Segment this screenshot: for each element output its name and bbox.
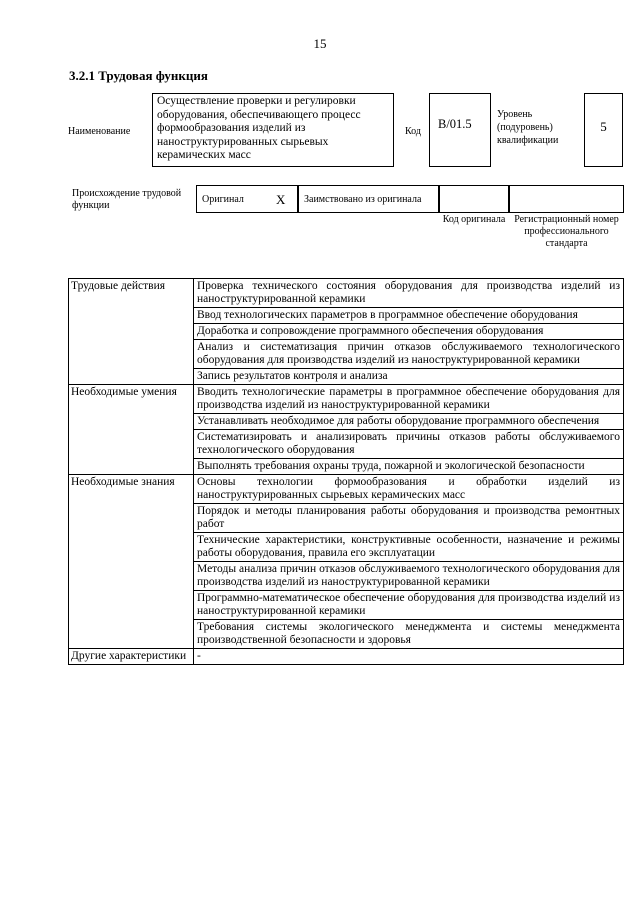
labor-function-table xyxy=(68,278,624,665)
table-row xyxy=(69,649,624,665)
list-item: Выполнять требования охраны труда, пожарной и экологической безопасности xyxy=(194,459,624,475)
section-title-cell: Необходимые знания xyxy=(69,475,194,649)
list-item: Основы технологии формообразования и обработки изделий из наноструктурированных сырьевых керамических масс xyxy=(194,475,624,504)
list-item: Проверка технического состояния оборудования для производства изделий из наноструктурированной керамики xyxy=(194,279,624,308)
original-label: Оригинал xyxy=(202,194,244,205)
reg-number-label: Регистрационный номер профессионального стандарта xyxy=(514,214,619,249)
function-name-box: Осуществление проверки и регулировки оборудования, обеспечивающего процесс формообразования изделий из наноструктурированных сырьевых керамических масс xyxy=(152,93,394,167)
code-label: Код xyxy=(405,126,421,137)
list-item: Анализ и систематизация причин отказов обслуживаемого технологического оборудования для производства изделий из наноструктурированной керамики xyxy=(194,340,624,369)
page-number: 15 xyxy=(313,36,327,51)
list-item: Методы анализа причин отказов обслуживаемого технологического оборудования для производства изделий из наноструктурированной керамики xyxy=(194,562,624,591)
name-label: Наименование xyxy=(68,126,131,137)
list-item: Систематизировать и анализировать причины отказов работы обслуживаемого технологического оборудования xyxy=(194,430,624,459)
list-item: Устанавливать необходимое для работы оборудование программного обеспечения xyxy=(194,414,624,430)
table-row xyxy=(69,385,624,414)
section-title-cell: Необходимые умения xyxy=(69,385,194,475)
original-cell xyxy=(196,185,298,213)
level-label: Уровень (подуровень) квалификации xyxy=(497,109,559,146)
list-item: Ввод технологических параметров в программное обеспечение оборудования xyxy=(194,308,624,324)
list-item: Порядок и методы планирования работы оборудования и производства ремонтных работ xyxy=(194,504,624,533)
original-mark: X xyxy=(276,192,286,207)
original-code-cell xyxy=(439,185,509,213)
borrowed-label: Заимствовано из оригинала xyxy=(304,194,422,205)
list-item: Программно-математическое обеспечение оборудования для производства изделий из наноструктурированной керамики xyxy=(194,591,624,620)
table-row xyxy=(69,279,624,308)
section-title: 3.2.1 Трудовая функция xyxy=(69,68,208,83)
list-item: - xyxy=(194,649,624,665)
level-value-box: 5 xyxy=(584,93,623,167)
list-item: Доработка и сопровождение программного обеспечения оборудования xyxy=(194,324,624,340)
list-item: Технические характеристики, конструктивные особенности, назначение и режимы работы оборудования, правила его эксплуатации xyxy=(194,533,624,562)
borrowed-cell xyxy=(298,185,439,213)
list-item: Вводить технологические параметры в программное обеспечение оборудования для производства изделий из наноструктурированной керамики xyxy=(194,385,624,414)
origin-label: Происхождение трудовой функции xyxy=(72,188,182,211)
list-item: Требования системы экологического менеджмента и системы менеджмента производственной безопасности и здоровья xyxy=(194,620,624,649)
registration-number-cell xyxy=(509,185,624,213)
original-code-label: Код оригинала xyxy=(442,214,506,225)
list-item: Запись результатов контроля и анализа xyxy=(194,369,624,385)
code-value-box: В/01.5 xyxy=(429,93,491,167)
section-title-cell: Трудовые действия xyxy=(69,279,194,385)
section-title-cell: Другие характеристики xyxy=(69,649,194,665)
table-row xyxy=(69,475,624,504)
